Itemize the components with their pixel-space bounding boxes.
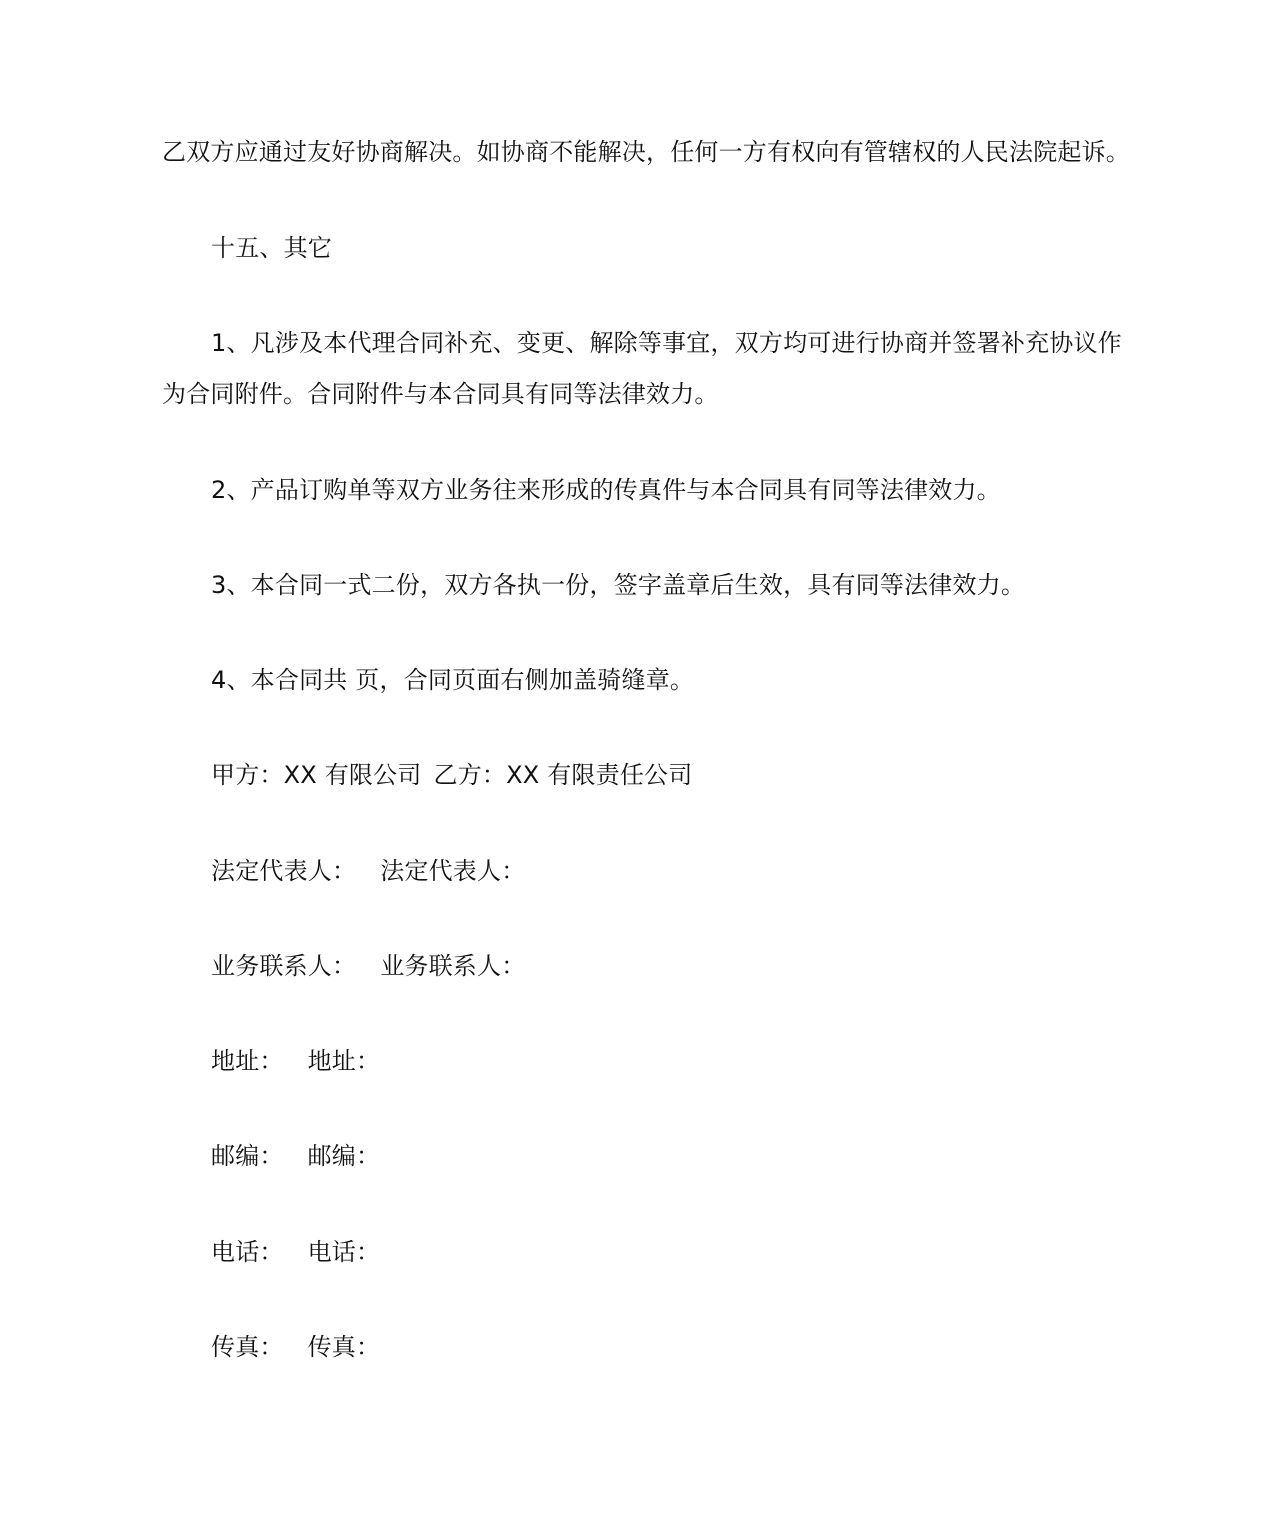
party-b-name: 乙方：XX 有限责任公司 [433, 761, 693, 789]
clause-1-line-1: 1、凡涉及本代理合同补充、变更、解除等事宜，双方均可进行协商并签署补充协议作 [211, 329, 1122, 357]
signature-faxes [0, 1321, 1280, 1373]
phone-a-label: 电话： [211, 1238, 284, 1266]
clause-3: 3、本合同一式二份，双方各执一份，签字盖章后生效，具有同等法律效力。 [211, 571, 1026, 599]
signature-legal-representatives [0, 845, 1280, 897]
address-a-label: 地址： [211, 1047, 284, 1075]
clause-2: 2、产品订购单等双方业务往来形成的传真件与本合同具有同等法律效力。 [211, 476, 1001, 504]
paragraph-dispute-resolution: 乙双方应通过友好协商解决。如协商不能解决，任何一方有权向有管辖权的人民法院起诉。 [162, 138, 1130, 166]
phone-b-label: 电话： [307, 1238, 381, 1266]
section-heading-other: 十五、其它 [211, 234, 332, 262]
signature-postcodes [0, 1130, 1280, 1182]
clause-1-line-2: 为合同附件。合同附件与本合同具有同等法律效力。 [162, 380, 719, 408]
fax-a-label: 传真： [211, 1333, 284, 1361]
signature-phones [0, 1226, 1280, 1278]
signature-business-contacts [0, 940, 1280, 992]
postcode-a-label: 邮编： [211, 1142, 284, 1170]
legal-rep-a-label: 法定代表人： [211, 857, 357, 885]
contact-a-label: 业务联系人： [211, 952, 357, 980]
legal-rep-b-label: 法定代表人： [380, 857, 526, 885]
signature-parties [0, 749, 1280, 801]
postcode-b-label: 邮编： [307, 1142, 381, 1170]
fax-b-label: 传真： [307, 1333, 381, 1361]
address-b-label: 地址： [307, 1047, 381, 1075]
signature-addresses [0, 1035, 1280, 1087]
clause-4: 4、本合同共 页，合同页面右侧加盖骑缝章。 [211, 666, 695, 694]
contact-b-label: 业务联系人： [380, 952, 526, 980]
party-a-name: 甲方：XX 有限公司 [211, 761, 422, 789]
